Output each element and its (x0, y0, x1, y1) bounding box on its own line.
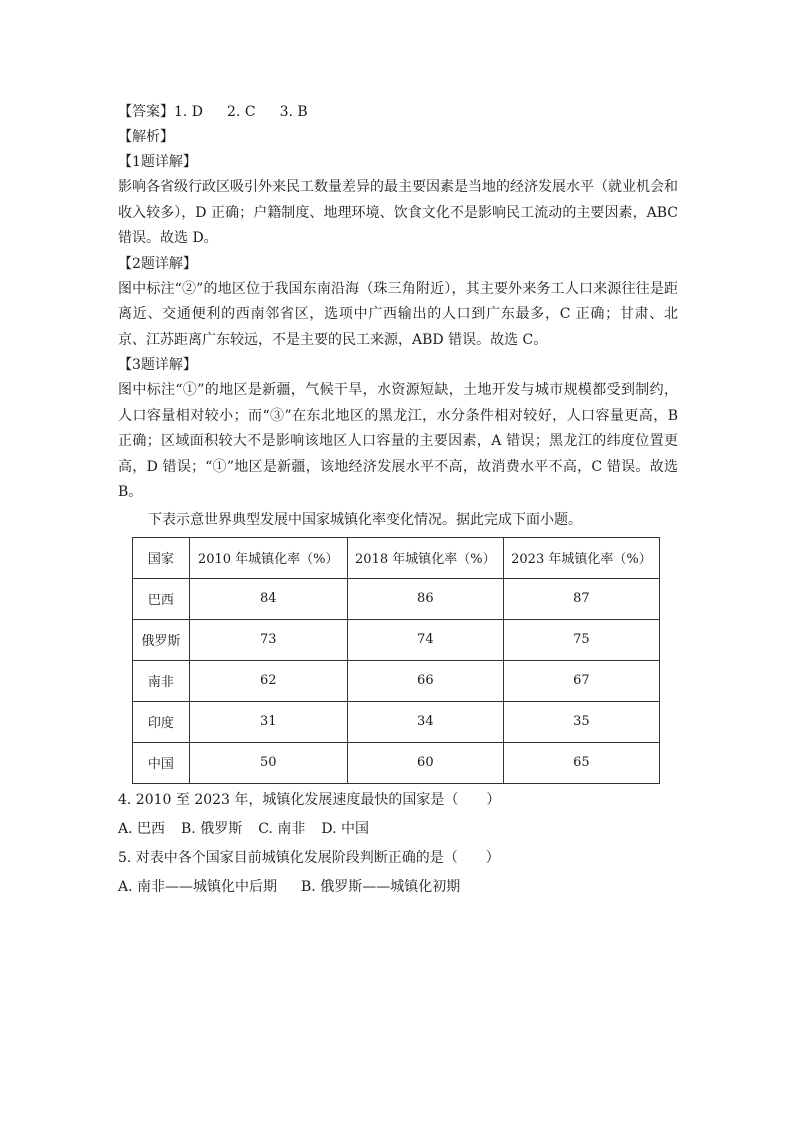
cell-value: 34 (347, 701, 503, 742)
cell-value: 67 (503, 660, 659, 701)
answer-item-3: 3. B (279, 104, 308, 120)
header-2018: 2018 年城镇化率（%） (347, 537, 503, 578)
cell-country: 印度 (133, 701, 190, 742)
q5-option-a[interactable]: A. 南非——城镇化中后期 (118, 878, 278, 895)
q1-explanation (118, 150, 678, 252)
q5-option-b[interactable]: B. 俄罗斯——城镇化初期 (301, 878, 461, 895)
cell-value: 62 (189, 660, 347, 701)
q4-option-b[interactable]: B. 俄罗斯 (181, 820, 243, 837)
cell-value: 50 (189, 742, 347, 783)
answer-item-2: 2. C (227, 104, 256, 120)
cell-value: 66 (347, 660, 503, 701)
q5-options (118, 873, 678, 902)
q2-explanation (118, 252, 678, 354)
cell-value: 35 (503, 701, 659, 742)
header-2010: 2010 年城镇化率（%） (189, 537, 347, 578)
urbanization-table (132, 537, 660, 784)
cell-country: 中国 (133, 742, 190, 783)
q4-options (118, 815, 678, 844)
cell-value: 87 (503, 578, 659, 619)
document-page (118, 100, 678, 902)
cell-value: 86 (347, 578, 503, 619)
cell-country: 俄罗斯 (133, 619, 190, 660)
cell-value: 73 (189, 619, 347, 660)
q1-heading: 【1题详解】 (118, 154, 197, 170)
cell-value: 75 (503, 619, 659, 660)
q4-stem: 4. 2010 至 2023 年，城镇化发展速度最快的国家是（ ） (118, 791, 501, 808)
cell-value: 60 (347, 742, 503, 783)
q3-heading: 【3题详解】 (118, 357, 197, 373)
q2-heading: 【2题详解】 (118, 255, 197, 272)
q4-option-d[interactable]: D. 中国 (321, 820, 369, 837)
table-row (133, 701, 660, 742)
table-header-row (133, 537, 660, 578)
q3-text: 图中标注“①”的地区是新疆，气候干旱，水资源短缺，土地开发与城市规模都受到制约，人口容量相对较小；而“③”在东北地区的黑龙江，水分条件相对较好，人口容量更高，B 正确；区域面积较大不是影响该地区人口容量的主要因素，A 错误；黑龙江的纬度位置更高，D 错误；“①”地区是新疆，该地经济发展水平不高，故消费水平不高，C 错误。故选 B。 (118, 382, 678, 500)
cell-value: 65 (503, 742, 659, 783)
answer-line (118, 100, 678, 125)
q4-option-a[interactable]: A. 巴西 (118, 820, 166, 837)
answer-item-1: 1. D (174, 104, 204, 120)
table-row (133, 660, 660, 701)
cell-value: 31 (189, 701, 347, 742)
q3-explanation (118, 353, 678, 506)
table-intro: 下表示意世界典型发展中国家城镇化率变化情况。据此完成下面小题。 (148, 511, 582, 528)
q4-option-c[interactable]: C. 南非 (258, 820, 306, 837)
table-row (133, 742, 660, 783)
cell-country: 南非 (133, 660, 190, 701)
cell-country: 巴西 (133, 578, 190, 619)
header-2023: 2023 年城镇化率（%） (503, 537, 659, 578)
analysis-label: 【解析】 (118, 129, 174, 145)
header-country: 国家 (133, 537, 190, 578)
q2-text: 图中标注“②”的地区位于我国东南沿海（珠三角附近），其主要外来务工人口来源往往是距离近、交通便利的西南邻省区，选项中广西输出的人口到广东最多，C 正确；甘肃、北京、江苏距离广东较远，不是主要的民工来源，ABD 错误。故选 C。 (118, 280, 678, 348)
q1-text: 影响各省级行政区吸引外来民工数量差异的最主要因素是当地的经济发展水平（就业机会和收入较多），D 正确；户籍制度、地理环境、饮食文化不是影响民工流动的主要因素，ABC 错误。故选 D。 (118, 179, 678, 246)
q5-stem: 5. 对表中各个国家目前城镇化发展阶段判断正确的是（ ） (118, 849, 500, 866)
table-row (133, 619, 660, 660)
table-row (133, 578, 660, 619)
answer-label: 【答案】 (118, 104, 174, 120)
cell-value: 84 (189, 578, 347, 619)
cell-value: 74 (347, 619, 503, 660)
